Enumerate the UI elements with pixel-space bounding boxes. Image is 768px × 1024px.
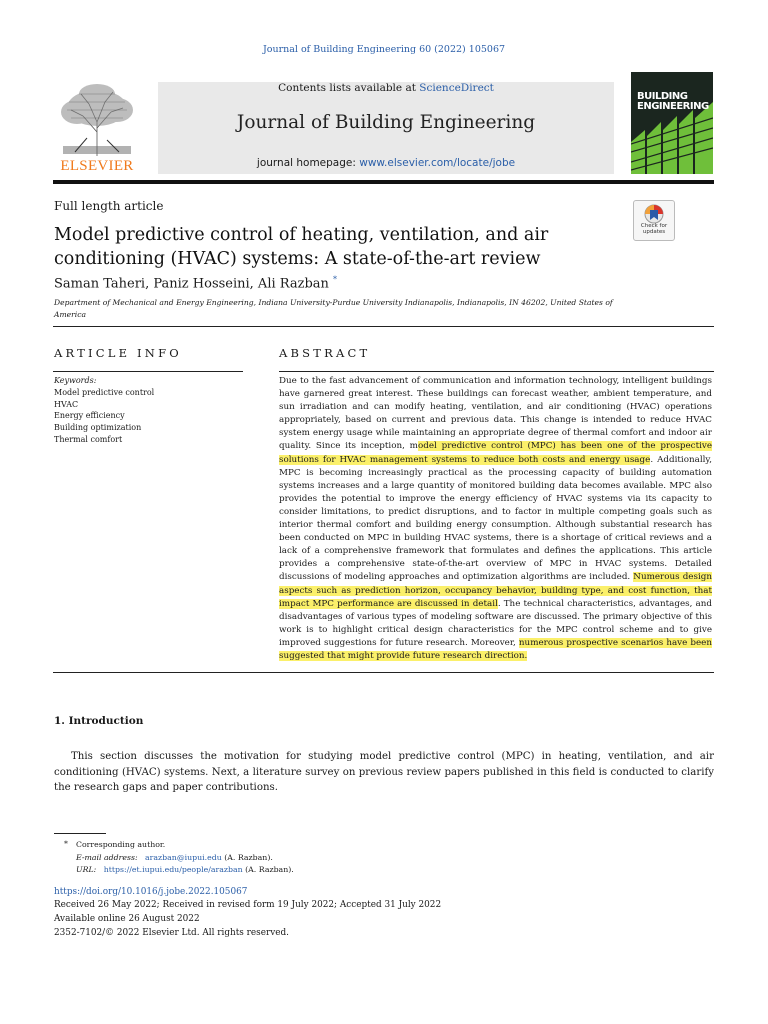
crossmark-icon [643, 204, 665, 224]
keywords-label: Keywords: [54, 376, 97, 385]
abstract-text [279, 375, 712, 663]
available-online: Available online 26 August 2022 [54, 914, 200, 924]
crossmark-label: Check for updates [640, 223, 668, 235]
corresponding-author-note: Corresponding author. [76, 840, 166, 849]
contents-line [158, 82, 614, 94]
author-list [54, 275, 337, 291]
doi-link[interactable]: https://doi.org/10.1016/j.jobe.2022.105067 [54, 887, 248, 897]
email-suffix: (A. Razban). [221, 853, 273, 862]
article-info-heading: ARTICLE INFO [54, 346, 182, 360]
email-link[interactable]: arazban@iupui.edu [145, 853, 222, 862]
contents-prefix: Contents lists available at [278, 82, 420, 94]
keywords-block [54, 375, 244, 446]
footnote-mark: * [64, 839, 68, 848]
keyword-item: Model predictive control [54, 387, 155, 397]
email-label: E-mail address: [76, 853, 138, 862]
cover-title [637, 92, 709, 112]
section-heading-introduction: 1. Introduction [54, 715, 144, 727]
url-label: URL: [76, 865, 97, 874]
corresponding-author-mark[interactable]: * [333, 275, 338, 284]
article-title [54, 223, 614, 271]
journal-citation[interactable]: Journal of Building Engineering 60 (2022) 105067 [262, 44, 506, 55]
check-for-updates-badge[interactable] [633, 200, 675, 241]
abstract-heading: ABSTRACT [279, 346, 371, 360]
title-line-2: conditioning (HVAC) systems: A state-of-the-art review [54, 249, 541, 269]
email-footnote [76, 853, 273, 862]
journal-cover-image [631, 72, 713, 174]
abstract-part-1: Due to the fast advancement of communication and information technology, intelligent buildings have garnered great interest. These buildings can forecast weather, ambient temperature, and sun irradiation and can modify heating, ventilation, and air conditioning (HVAC) operations appropriately, based on current and previous data. This change is intended to reduce HVAC system energy usage while maintaining an appropriate degree of thermal comfort and indoor air quality. Since its inception, m [279, 376, 712, 452]
homepage-line [158, 157, 614, 169]
journal-name: Journal of Building Engineering [236, 112, 536, 133]
url-footnote [76, 865, 294, 874]
keyword-item: Building optimization [54, 423, 142, 433]
url-link[interactable]: https://et.iupui.edu/people/arazban [103, 865, 243, 874]
abstract-part-2: . Additionally, MPC is becoming increasingly practical as the processing capacity of building automation systems increases and a large quantity of monitored building data becomes available. MPC also provides the potential to improve the energy efficiency of HVAC systems via its capacity to consider limitations, to predict disruptions, and to factor in multiple competing goals such as interior thermal comfort and building energy consumption. Although substantial research has been conducted on MPC in building HVAC systems, there is a shortage of critical reviews and a lack of a comprehensive framework that formulates and defines the applications. This article provides a comprehensive state-of-the-art overview of MPC in HVAC systems. Detailed discussions of modeling approaches and optimization algorithms are included. [279, 454, 712, 583]
introduction-paragraph: This section discusses the motivation for studying model predictive control (MPC) in heating, ventilation, and air conditioning (HVAC) systems. Next, a literature survey on previous review papers published in this field is conducted to clarify the research gaps and paper contributions. [54, 751, 714, 793]
abstract-highlight-3: numerous prospective scenarios have been suggested that might provide future research direction. [279, 637, 712, 661]
keyword-item: HVAC [54, 399, 79, 409]
title-line-1: Model predictive control of heating, ventilation, and air [54, 225, 549, 245]
abstract-highlight-2: Numerous design aspects such as prediction horizon, occupancy behavior, building type, and cost function, that impact MPC performance are discussed in detail [279, 572, 712, 609]
abstract-highlight-1: odel predictive control (MPC) has been one of the prospective solutions for HVAC management systems to reduce both costs and energy usage [279, 441, 713, 465]
affiliation: Department of Mechanical and Energy Engineering, Indiana University-Purdue University Indianapolis, Indianapolis, IN 46202, United States of America [54, 298, 613, 319]
abstract-part-3: . The technical characteristics, advantages, and disadvantages of various types of modeling software are discussed. The primary objective of this work is to highlight critical design characteristics for the MPC control scheme and to give improved suggestions for future research. Moreover, [279, 598, 712, 648]
header-rule [53, 180, 714, 184]
cover-title-line1: BUILDING [637, 91, 688, 102]
article-info-rule [53, 371, 243, 372]
url-suffix: (A. Razban). [242, 865, 294, 874]
affiliation-rule [53, 326, 714, 327]
homepage-link[interactable]: www.elsevier.com/locate/jobe [359, 157, 516, 169]
authors-text: Saman Taheri, Paniz Hosseini, Ali Razban [54, 276, 329, 292]
footnote-rule [54, 833, 106, 834]
copyright: 2352-7102/© 2022 Elsevier Ltd. All rights reserved. [54, 928, 289, 938]
sciencedirect-link[interactable]: ScienceDirect [419, 82, 494, 94]
keyword-item: Thermal comfort [54, 434, 123, 444]
elsevier-wordmark: ELSEVIER [60, 158, 134, 174]
abstract-rule [279, 371, 714, 372]
received-dates: Received 26 May 2022; Received in revised form 19 July 2022; Accepted 31 July 2022 [54, 900, 442, 910]
homepage-prefix: journal homepage: [256, 157, 360, 169]
cover-title-line2: ENGINEERING [637, 101, 709, 112]
abstract-bottom-rule [53, 672, 714, 673]
keyword-item: Energy efficiency [54, 411, 125, 421]
article-type: Full length article [54, 199, 164, 213]
